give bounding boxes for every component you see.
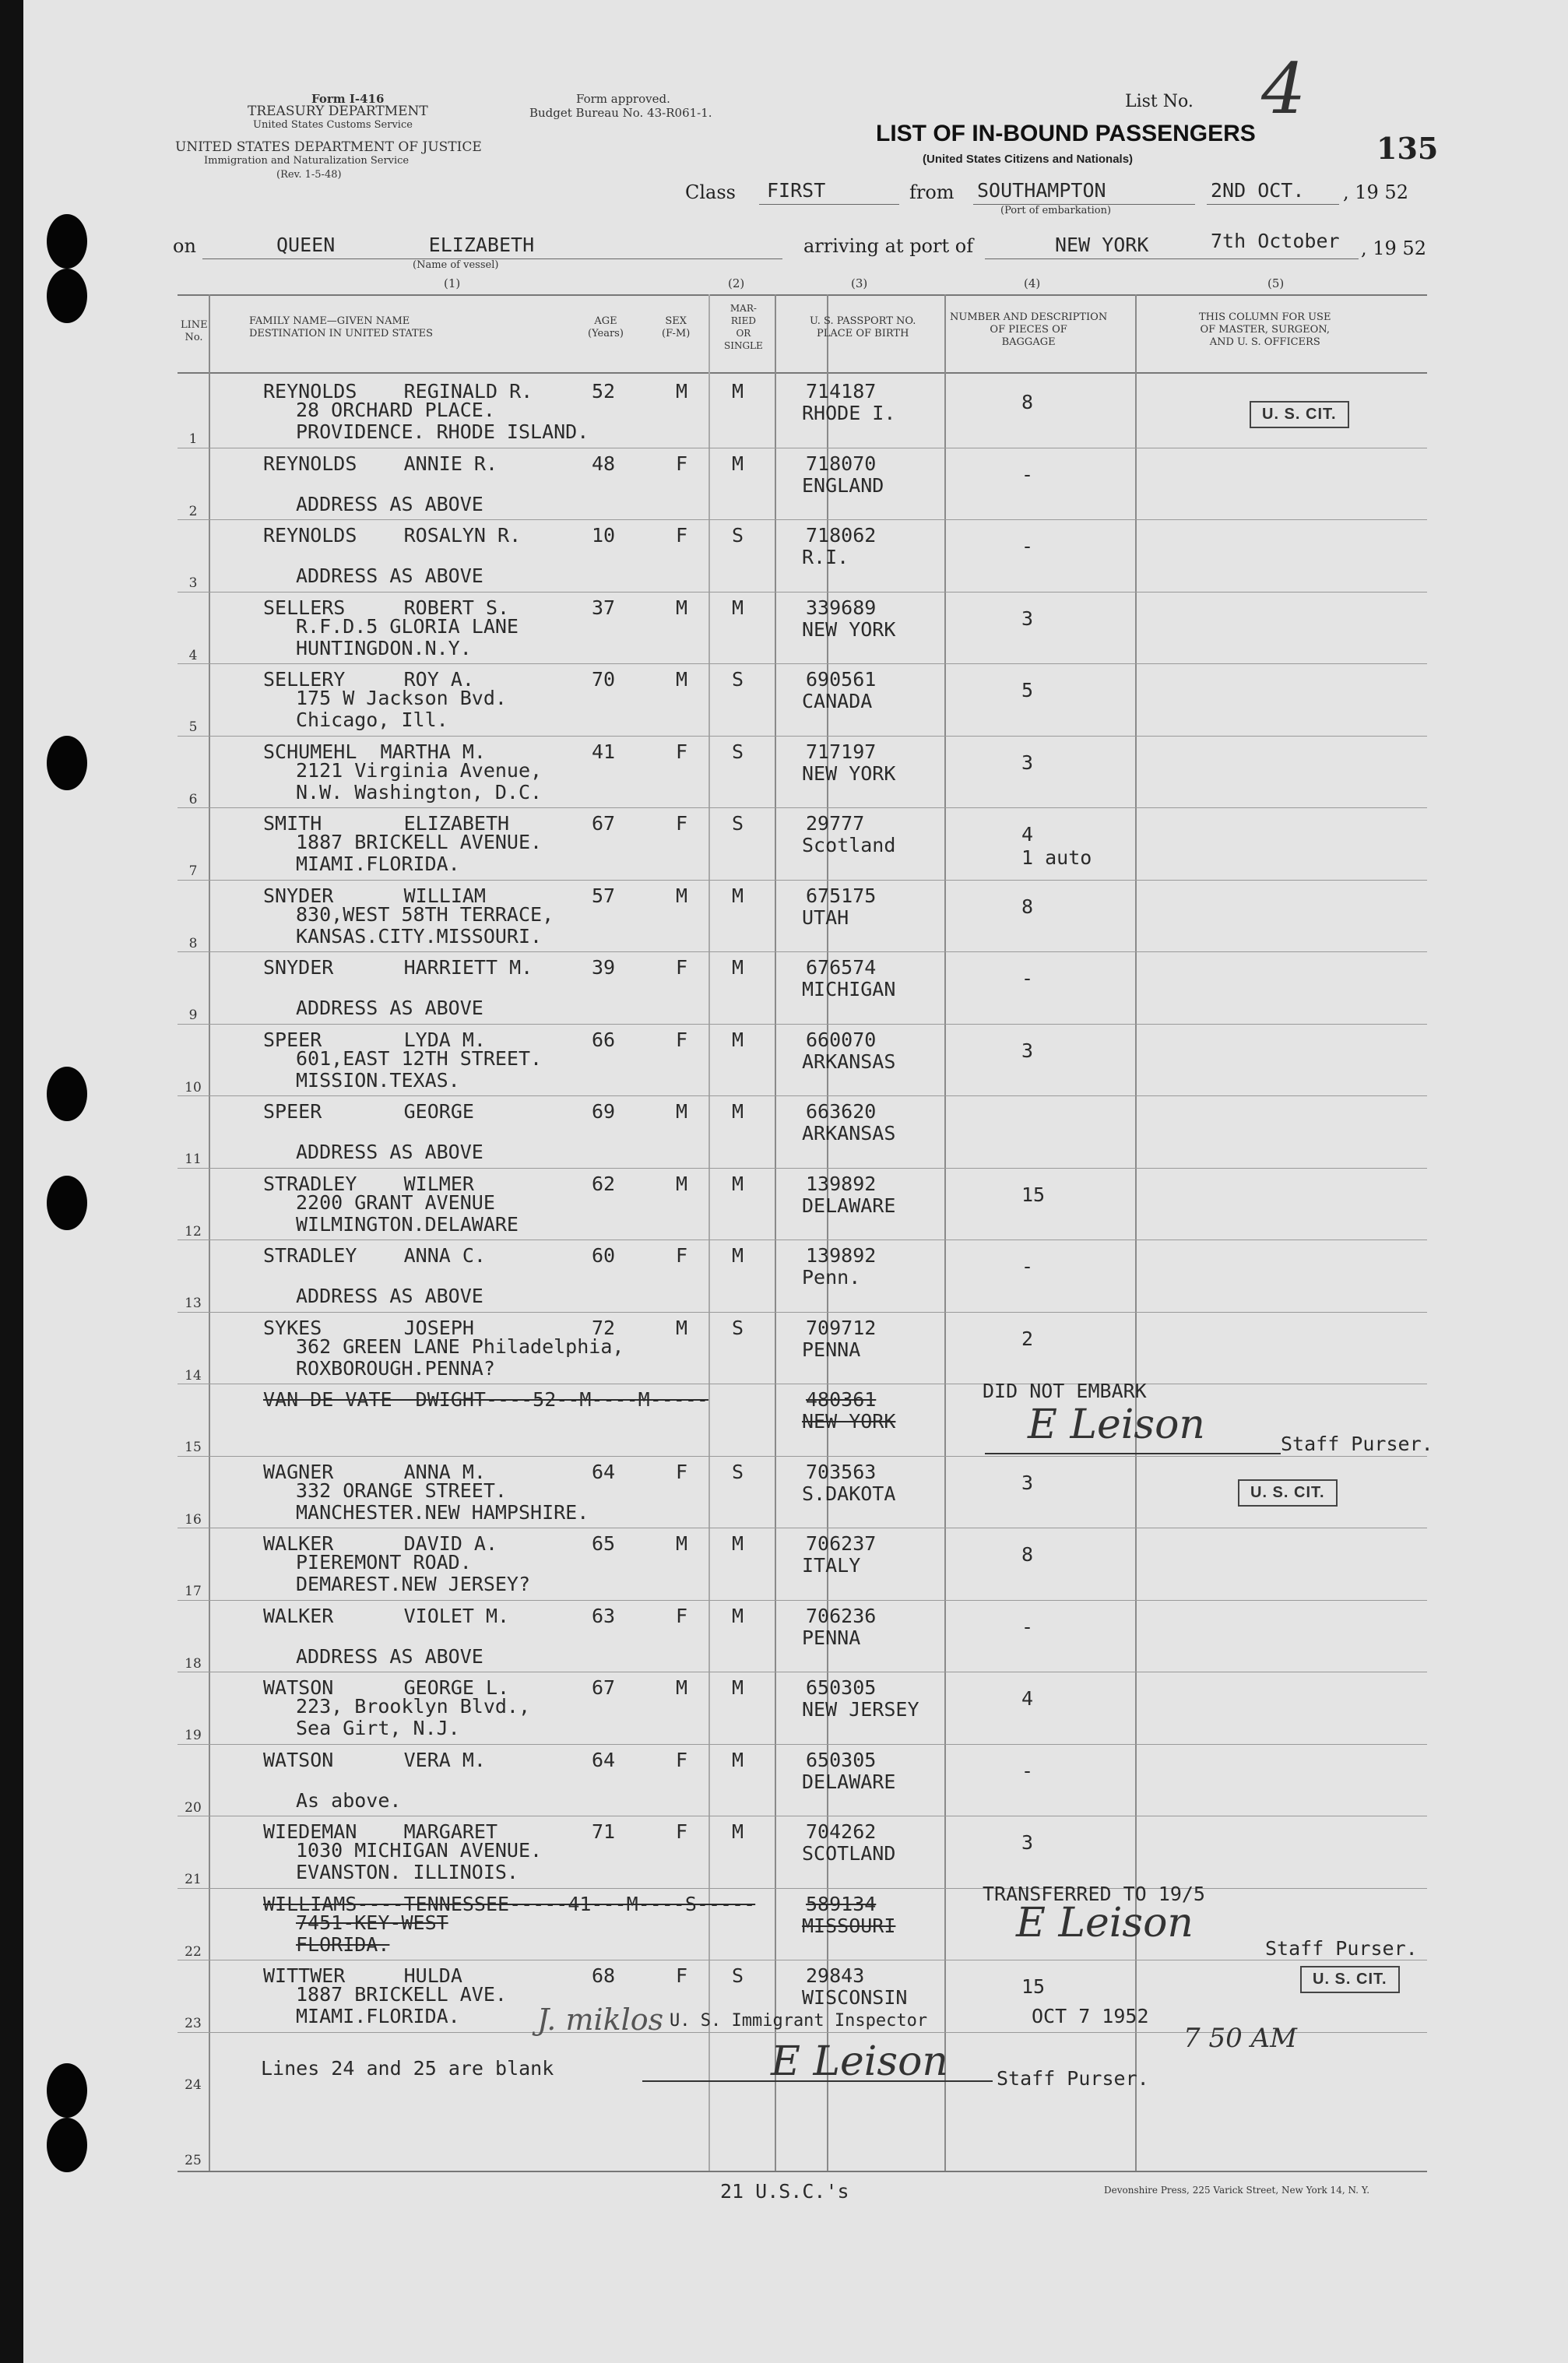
passenger-age: 72 (592, 1316, 616, 1339)
row-divider (178, 663, 1427, 664)
col-num-2: (2) (728, 276, 745, 290)
line-number: 13 (185, 1296, 202, 1311)
line-number: 20 (185, 1799, 202, 1816)
passenger-age: 63 (592, 1604, 616, 1627)
manifest-sheet (23, 0, 1568, 2363)
passenger-address: ADDRESS AS ABOVE (296, 1285, 483, 1307)
place-of-birth: ENGLAND (802, 473, 884, 497)
passenger-sex: F (676, 812, 688, 835)
passport-number: 718070 (806, 452, 877, 475)
line-number: 16 (185, 1511, 202, 1528)
place-of-birth: DELAWARE (802, 1194, 896, 1217)
passenger-address: 1030 MICHIGAN AVENUE. (296, 1839, 543, 1862)
line-number: 10 (185, 1079, 202, 1095)
passenger-sex: F (676, 956, 688, 979)
passport-number: 139892 (806, 1172, 877, 1195)
passenger-address: Sea Girt, N.J. (296, 1717, 460, 1739)
marital-status: M (732, 1532, 744, 1555)
passport-number: 480361 (806, 1388, 877, 1411)
purser-signature: E Leison (771, 2038, 948, 2085)
col-baggage: NUMBER AND DESCRIPTION OF PIECES OF BAGGAGE (950, 311, 1108, 348)
passenger-address: ADDRESS AS ABOVE (296, 997, 483, 1019)
ins: Immigration and Naturalization Service (204, 155, 410, 167)
staff-purser-2: Staff Purser. (1265, 1937, 1418, 1960)
place-of-birth: MISSOURI (802, 1914, 896, 1937)
class-value: FIRST (767, 179, 826, 202)
passenger-name: SELLERY ROY A. (263, 668, 474, 691)
passenger-age: 52 (592, 380, 616, 403)
line-number: 11 (185, 1152, 202, 1167)
passenger-name: WILLIAMS----TENNESSEE-----41---M----S----- (263, 1892, 756, 1915)
row-divider (178, 1168, 1427, 1169)
form-number: Form I-416 (311, 92, 385, 106)
place-of-birth: ITALY (802, 1554, 861, 1577)
page-number: 135 (1376, 131, 1439, 166)
passenger-age: 60 (592, 1244, 616, 1267)
arrival-year: , 19 52 (1361, 237, 1426, 259)
passenger-name: REYNOLDS ROSALYN R. (263, 524, 522, 547)
punch-hole (47, 1176, 87, 1230)
col-age: AGE (Years) (588, 315, 624, 339)
passenger-name: REYNOLDS REGINALD R. (263, 380, 533, 403)
marital-status: S (732, 1964, 744, 1987)
page-title: LIST OF IN-BOUND PASSENGERS (876, 121, 1256, 146)
col-officers: THIS COLUMN FOR USE OF MASTER, SURGEON, AND U. S. OFFICERS (1199, 311, 1331, 348)
marital-status: S (732, 1316, 744, 1339)
passenger-address: 1887 BRICKELL AVE. (296, 1983, 507, 2006)
purser-signature: E Leison (1016, 1900, 1194, 1946)
passenger-sex: M (676, 1316, 688, 1339)
col-line-no: LINE No. (181, 319, 208, 343)
passenger-age: 10 (592, 524, 616, 547)
passenger-age: 66 (592, 1028, 616, 1051)
baggage-count: 3 (1021, 751, 1034, 774)
passport-number: 717197 (806, 740, 877, 763)
passenger-address: MIAMI.FLORIDA. (296, 2005, 460, 2027)
row-divider (178, 1600, 1427, 1601)
passenger-age: 39 (592, 956, 616, 979)
us-cit-stamp: U. S. CIT. (1300, 1966, 1400, 1993)
marital-status: M (732, 956, 744, 979)
arriving-label: arriving at port of (803, 235, 974, 257)
place-of-birth: ARKANSAS (802, 1122, 896, 1145)
inspector-label: U. S. Immigrant Inspector (670, 2011, 928, 2031)
baggage-count: - (1021, 1759, 1034, 1782)
marital-status: M (732, 1244, 744, 1267)
row-divider (178, 951, 1427, 952)
place-of-birth: NEW YORK (802, 761, 896, 785)
place-of-birth: MICHIGAN (802, 978, 896, 1000)
arrival-port: NEW YORK (1055, 234, 1149, 256)
baggage-count: - (1021, 462, 1034, 486)
baggage-count: 4 1 auto (1021, 823, 1092, 869)
passenger-address: R.F.D.5 GLORIA LANE (296, 614, 519, 638)
passenger-address: DEMAREST.NEW JERSEY? (296, 1573, 531, 1595)
passenger-age: 57 (592, 884, 616, 907)
passport-number: 704262 (806, 1820, 877, 1843)
passenger-name: SYKES JOSEPH (263, 1316, 474, 1339)
row-divider (178, 807, 1427, 808)
port-note: (Port of embarkation) (1000, 205, 1112, 216)
form-revision: (Rev. 1-5-48) (276, 169, 342, 181)
passenger-age: 48 (592, 452, 616, 475)
passenger-sex: M (676, 668, 688, 691)
passenger-age: 67 (592, 1676, 616, 1699)
place-of-birth: Penn. (802, 1266, 861, 1289)
passenger-age: 41 (592, 740, 616, 763)
baggage-count: - (1021, 1615, 1034, 1638)
place-of-birth: PENNA (802, 1338, 861, 1361)
punch-hole (47, 1067, 87, 1121)
passenger-address: EVANSTON. ILLINOIS. (296, 1861, 519, 1883)
passport-number: 663620 (806, 1100, 877, 1123)
marital-status: M (732, 596, 744, 619)
marital-status: S (732, 1460, 744, 1483)
passenger-address: ADDRESS AS ABOVE (296, 1644, 483, 1668)
baggage-count: 3 (1021, 1831, 1034, 1854)
passport-number: 660070 (806, 1028, 877, 1051)
line-number: 3 (188, 575, 198, 591)
line-number: 18 (185, 1655, 202, 1672)
passenger-address: MISSION.TEXAS. (296, 1068, 460, 1092)
passenger-sex: F (676, 1460, 688, 1483)
baggage-count: 15 (1021, 1975, 1046, 1998)
marital-status: M (732, 1028, 744, 1051)
passenger-sex: M (676, 1676, 688, 1699)
passenger-address: 223, Brooklyn Blvd., (296, 1695, 531, 1718)
staff-purser-1: Staff Purser. (1281, 1433, 1433, 1455)
passenger-address: ADDRESS AS ABOVE (296, 564, 483, 587)
passport-number: 675175 (806, 884, 877, 907)
passport-number: 650305 (806, 1676, 877, 1699)
passport-number: 718062 (806, 524, 877, 547)
passport-number: 706237 (806, 1532, 877, 1555)
passenger-age: 71 (592, 1820, 616, 1843)
line-number: 2 (188, 503, 198, 519)
passenger-name: REYNOLDS ANNIE R. (263, 452, 498, 475)
departure-year: , 19 52 (1343, 181, 1408, 203)
blank-lines-note: Lines 24 and 25 are blank (261, 2057, 554, 2080)
place-of-birth: WISCONSIN (802, 1986, 908, 2009)
list-number: 4 (1261, 48, 1306, 130)
marital-status: S (732, 668, 744, 691)
passenger-sex: F (676, 1028, 688, 1051)
passport-number: 714187 (806, 380, 877, 403)
passport-number: 690561 (806, 668, 877, 691)
passenger-address: 2200 GRANT AVENUE (296, 1190, 495, 1214)
page-subtitle: (United States Citizens and Nationals) (923, 153, 1134, 166)
passenger-name: WATSON VERA M. (263, 1748, 486, 1771)
total-count: 21 U.S.C.'s (720, 2180, 849, 2203)
baggage-count: - (1021, 967, 1034, 990)
marital-status: S (732, 740, 744, 763)
line-number: 22 (185, 1943, 202, 1960)
passenger-address: MIAMI.FLORIDA. (296, 853, 460, 875)
passenger-name: SCHUMEHL MARTHA M. (263, 740, 486, 763)
passenger-address: HUNTINGDON.N.Y. (296, 636, 472, 659)
passenger-name: WITTWER HULDA (263, 1964, 462, 1987)
passenger-address: 2121 Virginia Avenue, (296, 758, 543, 782)
marital-status: M (732, 452, 744, 475)
passenger-address: N.W. Washington, D.C. (296, 780, 543, 803)
passenger-name: WIEDEMAN MARGARET (263, 1820, 498, 1843)
passport-number: 706236 (806, 1604, 877, 1627)
baggage-count: 3 (1021, 607, 1034, 630)
place-of-birth: RHODE I. (802, 402, 896, 424)
us-cit-stamp: U. S. CIT. (1238, 1479, 1338, 1507)
passenger-age: 67 (592, 812, 616, 835)
passenger-address: 601,EAST 12TH STREET. (296, 1046, 543, 1070)
passenger-address: PROVIDENCE. RHODE ISLAND. (296, 420, 589, 443)
passenger-sex: F (676, 1244, 688, 1267)
passenger-sex: F (676, 1820, 688, 1843)
line-number: 9 (188, 1007, 198, 1023)
class-label: Class (685, 181, 736, 203)
embark-port: SOUTHAMPTON (977, 179, 1106, 202)
list-no-label: List No. (1125, 92, 1194, 111)
passenger-name: SMITH ELIZABETH (263, 812, 510, 835)
marital-status: S (732, 524, 744, 547)
row-divider (178, 1744, 1427, 1745)
line-number: 15 (185, 1440, 202, 1455)
treasury-dept: TREASURY DEPARTMENT (248, 104, 428, 119)
marital-status: M (732, 1820, 744, 1843)
row-divider (178, 880, 1427, 881)
form-approved: Form approved. (576, 92, 670, 106)
passport-number: 589134 (806, 1892, 877, 1915)
baggage-count: 8 (1021, 895, 1034, 918)
passenger-address: 362 GREEN LANE Philadelphia, (296, 1334, 624, 1358)
passenger-sex: F (676, 1748, 688, 1771)
baggage-count: 8 (1021, 391, 1034, 413)
passenger-sex: M (676, 1100, 688, 1123)
line-number: 12 (185, 1223, 202, 1240)
marital-status: M (732, 380, 744, 403)
marital-status: S (732, 812, 744, 835)
row-divider (178, 1024, 1427, 1025)
baggage-count: 3 (1021, 1471, 1034, 1494)
marital-status: M (732, 1172, 744, 1195)
passport-number: 29843 (806, 1964, 865, 1987)
place-of-birth: NEW YORK (802, 1410, 896, 1433)
printer-credit: Devonshire Press, 225 Varick Street, New York 14, N. Y. (1104, 2185, 1370, 2196)
budget-bureau: Budget Bureau No. 43-R061-1. (529, 106, 712, 120)
line-number: 19 (185, 1728, 202, 1743)
baggage-count: 15 (1021, 1183, 1046, 1206)
passenger-name: WALKER VIOLET M. (263, 1604, 510, 1627)
inspection-date: OCT 7 1952 (1032, 2005, 1149, 2027)
marital-status: M (732, 1100, 744, 1123)
passenger-sex: F (676, 740, 688, 763)
passport-number: 29777 (806, 812, 865, 835)
passenger-age: 62 (592, 1172, 616, 1195)
passenger-address: ADDRESS AS ABOVE (296, 1141, 483, 1163)
marital-status: M (732, 1748, 744, 1771)
passenger-address: As above. (296, 1788, 402, 1812)
passport-number: 139892 (806, 1244, 877, 1267)
purser-signature: E Leison (1028, 1401, 1205, 1448)
baggage-count: 3 (1021, 1039, 1034, 1062)
row-divider (178, 1312, 1427, 1313)
punch-hole (47, 214, 87, 269)
passenger-address: FLORIDA. (296, 1932, 390, 1956)
passenger-age: 37 (592, 596, 616, 619)
passenger-address: ROXBOROUGH.PENNA? (296, 1356, 495, 1380)
passenger-name: SNYDER HARRIETT M. (263, 956, 533, 979)
line-number: 4 (188, 647, 198, 663)
passenger-sex: M (676, 884, 688, 907)
passenger-sex: M (676, 1172, 688, 1195)
passenger-address: WILMINGTON.DELAWARE (296, 1212, 519, 1236)
line-number: 23 (185, 2016, 202, 2031)
passenger-name: SNYDER WILLIAM (263, 884, 486, 907)
customs-service: United States Customs Service (253, 119, 413, 131)
place-of-birth: PENNA (802, 1626, 861, 1649)
baggage-count: - (1021, 535, 1034, 557)
row-divider (178, 736, 1427, 737)
passport-number: 339689 (806, 596, 877, 619)
line-number: 7 (188, 863, 198, 879)
passenger-sex: F (676, 1604, 688, 1627)
col-married: MAR- RIED OR SINGLE (724, 303, 763, 351)
marital-status: M (732, 1676, 744, 1699)
passenger-name: STRADLEY WILMER (263, 1172, 474, 1195)
punch-hole (47, 2118, 87, 2172)
vessel-note: (Name of vessel) (413, 259, 499, 271)
baggage-count: 2 (1021, 1327, 1034, 1350)
col-num-5: (5) (1267, 276, 1285, 290)
passport-number: 709712 (806, 1316, 877, 1339)
passenger-age: 70 (592, 668, 616, 691)
passenger-age: 64 (592, 1748, 616, 1771)
passenger-name: SPEER GEORGE (263, 1100, 474, 1123)
us-cit-stamp: U. S. CIT. (1250, 401, 1349, 428)
time-note: 7 50 AM (1183, 2023, 1297, 2054)
passenger-address: 175 W Jackson Bvd. (296, 687, 507, 709)
place-of-birth: Scotland (802, 834, 896, 856)
passenger-address: 28 ORCHARD PLACE. (296, 399, 495, 421)
line-number: 17 (185, 1584, 202, 1599)
passenger-name: WALKER DAVID A. (263, 1532, 498, 1555)
passenger-age: 65 (592, 1532, 616, 1555)
passenger-address: PIEREMONT ROAD. (296, 1551, 472, 1574)
col-num-4: (4) (1024, 276, 1041, 290)
passenger-address: 1887 BRICKELL AVENUE. (296, 831, 543, 853)
baggage-count: - (1021, 1255, 1034, 1278)
baggage-count: 4 (1021, 1687, 1034, 1710)
passenger-sex: M (676, 596, 688, 619)
row-divider (178, 1095, 1427, 1096)
baggage-count: 8 (1021, 1543, 1034, 1566)
place-of-birth: UTAH (802, 905, 849, 929)
vessel-name: QUEEN ELIZABETH (276, 234, 535, 256)
inspector-signature: J. miklos (537, 2003, 664, 2037)
punch-hole (47, 2063, 87, 2118)
place-of-birth: ARKANSAS (802, 1050, 896, 1073)
staff-purser-3: Staff Purser. (997, 2067, 1149, 2090)
passenger-sex: F (676, 524, 688, 547)
departure-date: 2ND OCT. (1211, 179, 1305, 202)
passenger-address: 830,WEST 58TH TERRACE, (296, 902, 554, 926)
passenger-address: ADDRESS AS ABOVE (296, 492, 483, 515)
passenger-name: STRADLEY ANNA C. (263, 1244, 486, 1267)
place-of-birth: S.DAKOTA (802, 1482, 896, 1505)
punch-hole (47, 269, 87, 323)
place-of-birth: R.I. (802, 546, 849, 568)
justice-dept: UNITED STATES DEPARTMENT OF JUSTICE (175, 139, 482, 155)
from-label: from (909, 181, 955, 203)
passenger-address: 7451-KEY-WEST (296, 1911, 448, 1934)
passenger-name: SELLERS ROBERT S. (263, 596, 510, 619)
place-of-birth: DELAWARE (802, 1770, 896, 1793)
passenger-address: KANSAS.CITY.MISSOURI. (296, 924, 543, 948)
passport-number: 650305 (806, 1748, 877, 1771)
arrival-date: 7th October (1211, 230, 1340, 252)
col-num-1: (1) (444, 276, 461, 290)
passenger-age: 69 (592, 1100, 616, 1123)
line-number: 6 (188, 791, 198, 807)
passport-number: 703563 (806, 1460, 877, 1483)
col-name: FAMILY NAME—GIVEN NAME DESTINATION IN UNITED STATES (249, 315, 434, 339)
place-of-birth: NEW YORK (802, 617, 896, 641)
marital-status: M (732, 1604, 744, 1627)
line-number: 14 (185, 1367, 202, 1384)
col-sex: SEX (F-M) (662, 315, 691, 339)
marital-status: M (732, 884, 744, 907)
passenger-name: WAGNER ANNA M. (263, 1460, 486, 1483)
row-divider (178, 592, 1427, 593)
col-passport: U. S. PASSPORT NO. PLACE OF BIRTH (810, 315, 916, 339)
row-divider (178, 1456, 1427, 1457)
line-number: 8 (188, 935, 198, 951)
passenger-name: VAN DE VATE DWIGHT----52--M----M----- (263, 1388, 708, 1411)
baggage-count: 5 (1021, 679, 1034, 702)
passenger-address: 332 ORANGE STREET. (296, 1479, 507, 1502)
passenger-name: WATSON GEORGE L. (263, 1676, 510, 1699)
passenger-sex: F (676, 452, 688, 475)
passenger-age: 68 (592, 1964, 616, 1987)
passenger-address: MANCHESTER.NEW HAMPSHIRE. (296, 1500, 589, 1524)
row-divider (178, 519, 1427, 520)
row-divider (178, 1888, 1427, 1889)
line-number: 21 (185, 1872, 202, 1887)
line-number: 25 (185, 2153, 202, 2168)
passenger-name: SPEER LYDA M. (263, 1028, 486, 1051)
on-label: on (173, 235, 196, 257)
place-of-birth: CANADA (802, 690, 873, 712)
place-of-birth: SCOTLAND (802, 1842, 896, 1865)
did-not-embark: DID NOT EMBARK (983, 1380, 1147, 1402)
passport-number: 676574 (806, 956, 877, 979)
transferred-note: TRANSFERRED TO 19/5 (983, 1883, 1205, 1905)
passenger-age: 64 (592, 1460, 616, 1483)
col-num-3: (3) (851, 276, 868, 290)
punch-hole (47, 736, 87, 790)
passenger-address: Chicago, Ill. (296, 709, 448, 731)
passenger-sex: M (676, 1532, 688, 1555)
line-number: 24 (185, 2077, 202, 2093)
place-of-birth: NEW JERSEY (802, 1698, 919, 1721)
passenger-sex: F (676, 1964, 688, 1987)
passenger-sex: M (676, 380, 688, 403)
line-number: 5 (188, 719, 198, 735)
line-number: 1 (188, 431, 198, 447)
